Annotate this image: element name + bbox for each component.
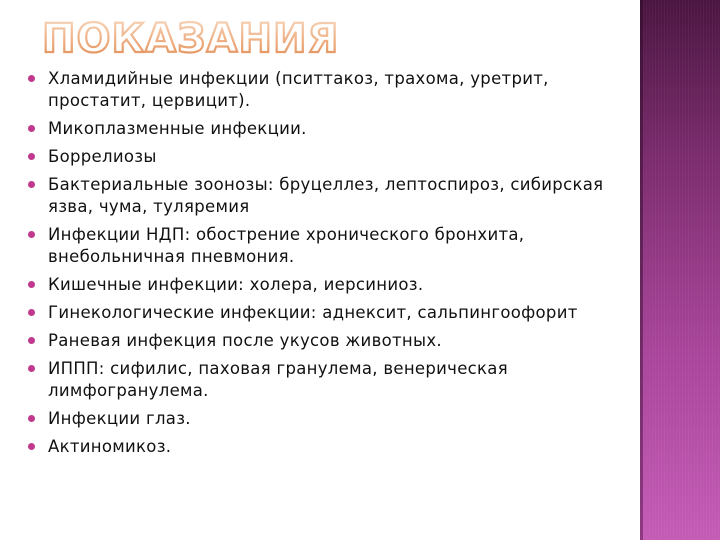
- bullet-icon: [28, 337, 35, 344]
- list-item-text: Кишечные инфекции: холера, иерсиниоз.: [48, 275, 424, 294]
- list-item: [28, 68, 628, 112]
- list-item-text: Бактериальные зоонозы: бруцеллез, лептоспироз, сибирская язва, чума, туляремия: [48, 175, 604, 216]
- list-item: [28, 302, 628, 324]
- bullet-icon: [28, 281, 35, 288]
- list-item: [28, 436, 628, 458]
- list-item-text: Боррелиозы: [48, 147, 157, 166]
- decorative-side-bar: [640, 0, 720, 540]
- list-item: [28, 408, 628, 430]
- list-item-text: Актиномикоз.: [48, 437, 172, 456]
- list-item: [28, 274, 628, 296]
- bullet-icon: [28, 181, 35, 188]
- list-item-text: Инфекции НДП: обострение хронического бронхита, внебольничная пневмония.: [48, 225, 525, 266]
- bullet-icon: [28, 153, 35, 160]
- list-item: [28, 118, 628, 140]
- bullet-icon: [28, 309, 35, 316]
- list-item: [28, 224, 628, 268]
- bullet-icon: [28, 415, 35, 422]
- bullet-icon: [28, 231, 35, 238]
- list-item-text: Хламидийные инфекции (пситтакоз, трахома, уретрит, простатит, цервицит).: [48, 69, 549, 110]
- list-item-text: Микоплазменные инфекции.: [48, 119, 307, 138]
- list-item: [28, 146, 628, 168]
- list-item-text: ИППП: сифилис, паховая гранулема, венерическая лимфогранулема.: [48, 359, 508, 400]
- list-item-text: Раневая инфекция после укусов животных.: [48, 331, 442, 350]
- bullet-icon: [28, 125, 35, 132]
- list-item-text: Инфекции глаз.: [48, 409, 191, 428]
- list-item: [28, 330, 628, 352]
- slide-title: [40, 8, 340, 63]
- side-bar-edge: [640, 0, 643, 540]
- bullet-icon: [28, 443, 35, 450]
- bullet-icon: [28, 365, 35, 372]
- indications-list: [28, 68, 628, 464]
- list-item-text: Гинекологические инфекции: аднексит, сальпингоофорит: [48, 303, 578, 322]
- slide-title-text: ПОКАЗАНИЯ: [42, 16, 340, 62]
- list-item: [28, 174, 628, 218]
- list-item: [28, 358, 628, 402]
- bullet-icon: [28, 75, 35, 82]
